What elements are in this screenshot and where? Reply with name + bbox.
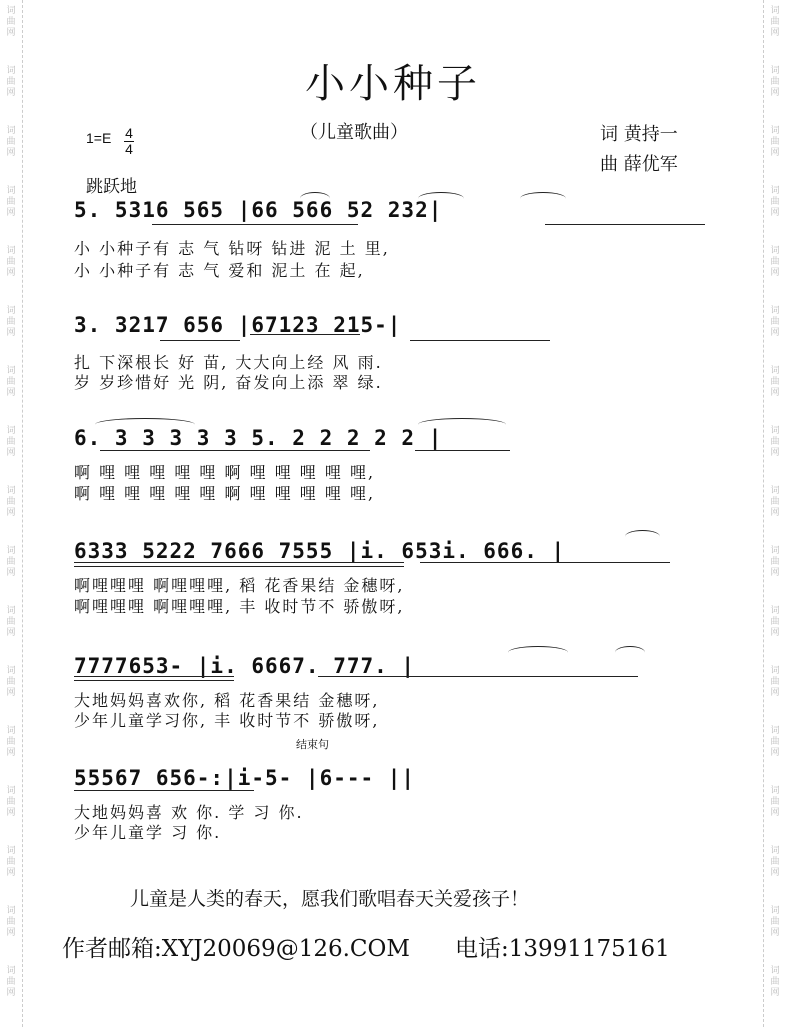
left-margin-strip: [0, 0, 23, 1027]
tie-mark: [625, 530, 660, 543]
right-margin-strip: [763, 0, 786, 1027]
time-signature-top: 4: [125, 125, 133, 141]
watermark-text: 词 曲 网: [6, 966, 16, 998]
lyricist-credit: 词 黄持一: [600, 124, 678, 145]
beam-line: [545, 224, 705, 225]
watermark-text: 词 曲 网: [6, 606, 16, 638]
lyric-line-2-verse-2: 岁 岁珍惜好 光 阴, 奋发向上添 翠 绿.: [74, 373, 383, 392]
notation-line-1: 5. 5316 565 |66 566 52 232|: [74, 198, 443, 222]
beam-line: [160, 340, 240, 341]
tie-mark: [300, 192, 330, 205]
tie-mark: [520, 192, 566, 205]
watermark-text: 词 曲 网: [770, 966, 780, 998]
watermark-text: 词 曲 网: [6, 66, 16, 98]
watermark-text: 词 曲 网: [6, 6, 16, 38]
beam-line: [74, 676, 234, 677]
watermark-text: 词 曲 网: [770, 246, 780, 278]
tie-mark: [418, 192, 464, 205]
notation-line-6: 55567 656-:|i-5- |6--- ||: [74, 766, 416, 790]
watermark-text: 词 曲 网: [770, 666, 780, 698]
watermark-text: 词 曲 网: [6, 126, 16, 158]
tie-mark: [418, 418, 506, 431]
watermark-text: 词 曲 网: [770, 906, 780, 938]
beam-line: [420, 562, 670, 563]
watermark-text: 词 曲 网: [770, 6, 780, 38]
beam-line: [74, 562, 404, 563]
lyric-line-1-verse-1: 小 小种子有 志 气 钻呀 钻进 泥 土 里,: [74, 239, 390, 258]
beam-line: [74, 790, 254, 791]
watermark-text: 词 曲 网: [770, 486, 780, 518]
lyric-line-2-verse-1: 扎 下深根长 好 苗, 大大向上经 风 雨.: [74, 353, 383, 372]
lyric-line-6-verse-2: 少年儿童学 习 你.: [74, 823, 222, 842]
notation-line-4: 6333 5222 7666 7555 |i. 653i. 666. |: [74, 539, 566, 563]
notation-line-2: 3. 3217 656 |67123 215-|: [74, 313, 402, 337]
watermark-text: 词 曲 网: [770, 186, 780, 218]
watermark-text: 词 曲 网: [6, 726, 16, 758]
song-title: 小小种子: [305, 61, 481, 107]
watermark-text: 词 曲 网: [6, 486, 16, 518]
tie-mark: [95, 418, 195, 431]
beam-line: [228, 224, 358, 225]
beam-line: [410, 340, 550, 341]
watermark-text: 词 曲 网: [770, 66, 780, 98]
watermark-text: 词 曲 网: [6, 846, 16, 878]
lyric-line-5-verse-2: 少年儿童学习你, 丰 收时节不 骄傲呀,: [74, 711, 380, 730]
song-subtitle: （儿童歌曲）: [300, 122, 408, 143]
tempo-marking: 跳跃地: [86, 177, 137, 197]
watermark-text: 词 曲 网: [6, 246, 16, 278]
watermark-text: 词 曲 网: [770, 366, 780, 398]
watermark-text: 词 曲 网: [6, 426, 16, 458]
beam-line: [318, 676, 638, 677]
watermark-text: 词 曲 网: [6, 306, 16, 338]
beam-line: [152, 224, 232, 225]
ending-marker: 结束句: [296, 738, 329, 751]
beam-line: [74, 680, 234, 681]
watermark-text: 词 曲 网: [6, 786, 16, 818]
lyric-line-1-verse-2: 小 小种子有 志 气 爱和 泥土 在 起,: [74, 261, 365, 280]
watermark-text: 词 曲 网: [770, 426, 780, 458]
watermark-text: 词 曲 网: [770, 606, 780, 638]
watermark-text: 词 曲 网: [6, 186, 16, 218]
watermark-text: 词 曲 网: [770, 126, 780, 158]
beam-line: [250, 334, 360, 335]
beam-line: [74, 566, 404, 567]
watermark-text: 词 曲 网: [6, 546, 16, 578]
composer-credit: 曲 薛优军: [600, 154, 678, 175]
lyric-line-6-verse-1: 大地妈妈喜 欢 你. 学 习 你.: [74, 803, 304, 822]
notation-line-5: 7777653- |i. 6667. 777. |: [74, 654, 416, 678]
watermark-text: 词 曲 网: [770, 846, 780, 878]
watermark-text: 词 曲 网: [770, 726, 780, 758]
watermark-text: 词 曲 网: [6, 666, 16, 698]
closing-slogan: 儿童是人类的春天，愿我们歌唱春天关爱孩子！: [130, 888, 530, 910]
watermark-text: 词 曲 网: [770, 786, 780, 818]
tie-mark: [508, 646, 568, 659]
beam-line: [100, 450, 370, 451]
author-phone: 电话:13991175161: [455, 936, 670, 962]
time-signature: [124, 126, 134, 157]
watermark-text: 词 曲 网: [770, 546, 780, 578]
lyric-line-4-verse-2: 啊哩哩哩 啊哩哩哩, 丰 收时节不 骄傲呀,: [74, 597, 405, 616]
watermark-text: 词 曲 网: [770, 306, 780, 338]
author-email: 作者邮箱:XYJ20069@126.COM: [62, 936, 410, 962]
lyric-line-3-verse-2: 啊 哩 哩 哩 哩 哩 啊 哩 哩 哩 哩 哩,: [74, 484, 376, 503]
lyric-line-3-verse-1: 啊 哩 哩 哩 哩 哩 啊 哩 哩 哩 哩 哩,: [74, 463, 376, 482]
notation-line-3: 6. 3 3 3 3 3 5. 2 2 2 2 2 |: [74, 426, 443, 450]
tie-mark: [615, 646, 645, 659]
beam-line: [415, 450, 510, 451]
time-signature-bottom: 4: [125, 141, 133, 157]
lyric-line-5-verse-1: 大地妈妈喜欢你, 稻 花香果结 金穗呀,: [74, 691, 380, 710]
key-signature: 1=E: [86, 130, 112, 146]
lyric-line-4-verse-1: 啊哩哩哩 啊哩哩哩, 稻 花香果结 金穗呀,: [74, 576, 405, 595]
watermark-text: 词 曲 网: [6, 366, 16, 398]
watermark-text: 词 曲 网: [6, 906, 16, 938]
